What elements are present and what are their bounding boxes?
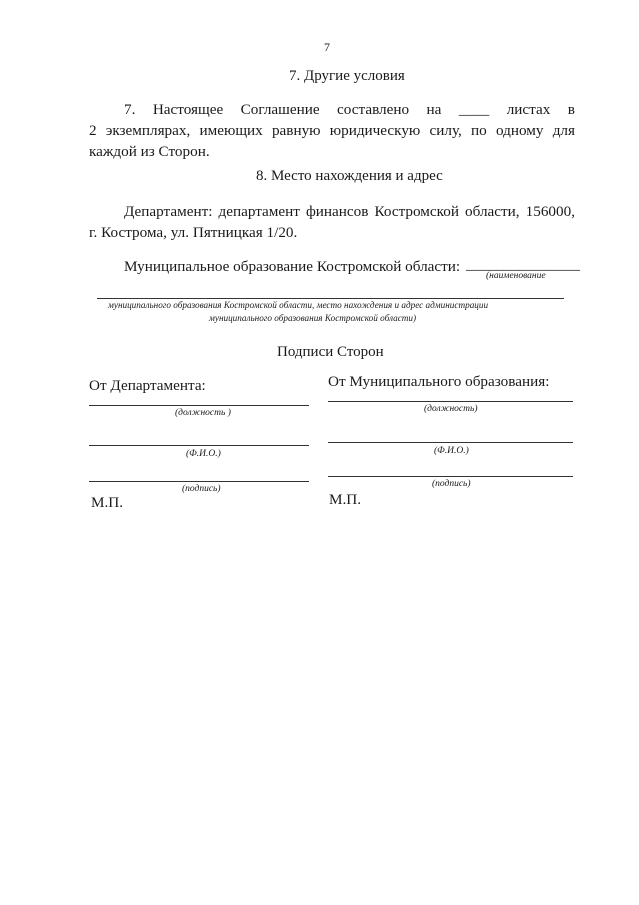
right-position-note: (должность): [424, 404, 478, 414]
department-address-line-2: г. Кострома, ул. Пятницкая 1/20.: [89, 224, 298, 241]
right-stamp-label: М.П.: [329, 491, 362, 508]
signatures-heading: Подписи Сторон: [277, 344, 384, 360]
department-address-line-1: Департамент: департамент финансов Костромской области, 156000,: [124, 203, 575, 220]
page-number: 7: [324, 40, 330, 54]
municipality-details-line: [97, 298, 564, 299]
left-position-line: [89, 405, 309, 406]
word: Настоящее: [152, 101, 224, 118]
left-stamp-label: М.П.: [91, 494, 124, 511]
left-position-note: (должность ): [175, 408, 231, 418]
left-signature-note: (подпись): [182, 484, 221, 494]
section-8-heading: 8. Место нахождения и адрес: [256, 168, 443, 184]
right-party-title: От Муниципального образования:: [328, 373, 550, 390]
section-7-paragraph-line-1: [124, 101, 575, 119]
municipality-name-note: (наименование: [486, 271, 546, 281]
word: в: [567, 101, 575, 118]
word: Соглашение: [240, 101, 320, 118]
left-fio-line: [89, 445, 309, 446]
right-position-line: [328, 401, 573, 402]
word: листах: [506, 101, 551, 118]
right-signature-line: [328, 476, 573, 477]
right-fio-note: (Ф.И.О.): [434, 446, 469, 456]
section-7-paragraph-line-2: 2 экземплярах, имеющих равную юридическую силу, по одному для: [89, 122, 575, 139]
section-7-paragraph-line-3: каждой из Сторон.: [89, 143, 210, 160]
word: ____: [458, 101, 490, 118]
word: составлено: [337, 101, 410, 118]
municipality-name-blank: _______________: [466, 256, 580, 273]
section-7-heading: 7. Другие условия: [289, 68, 405, 84]
municipality-details-note-2: муниципального образования Костромской области): [209, 313, 417, 323]
right-fio-line: [328, 442, 573, 443]
left-party-title: От Департамента:: [89, 377, 206, 394]
left-fio-note: (Ф.И.О.): [186, 449, 221, 459]
municipality-label: Муниципальное образование Костромской области:: [124, 258, 461, 275]
municipality-details-note-1: муниципального образования Костромской области, место нахождения и адрес администрации: [108, 300, 489, 310]
word: 7.: [124, 101, 136, 118]
left-signature-line: [89, 481, 309, 482]
right-signature-note: (подпись): [432, 479, 471, 489]
word: на: [426, 101, 442, 118]
